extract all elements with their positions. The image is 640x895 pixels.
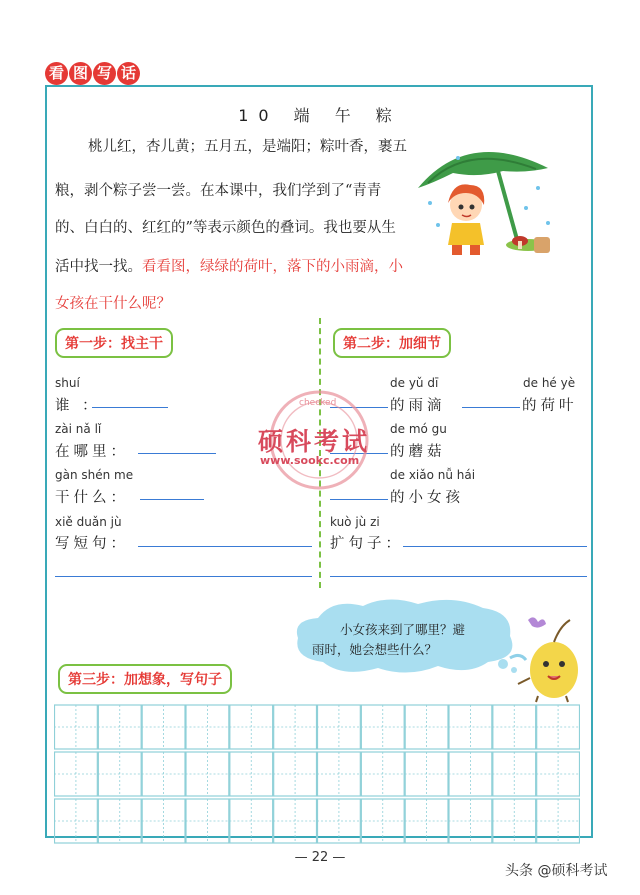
pinyin-short-sentence: xiě duǎn jù [55, 515, 122, 529]
blank-doing[interactable] [140, 499, 204, 500]
cloud-question-line-2: 雨时，她会想些什么？ [312, 642, 438, 657]
pinyin-expand-sentence: kuò jù zi [330, 515, 380, 529]
label-doing: 干什么： [55, 490, 129, 506]
blank-little-girl[interactable] [330, 499, 388, 500]
cloud-question-line-1: 小女孩来到了哪里？避 [340, 622, 466, 637]
badge-char: 图 [69, 62, 92, 85]
pinyin-doing: gàn shén me [55, 468, 134, 482]
pinyin-who: shuí [55, 376, 80, 390]
stamp-url: www.sookc.com [260, 454, 360, 467]
page-title: 10 端 午 粽 [238, 106, 402, 125]
blank-short-sentence-line-2[interactable] [55, 576, 312, 577]
blank-lotus-leaf[interactable] [462, 407, 520, 408]
page-number: — 22 — [294, 850, 346, 865]
section-badge [45, 62, 140, 85]
label-lotus-leaf: 的荷叶 [522, 398, 578, 414]
stamp-ring-text: checked [299, 398, 337, 408]
blank-who[interactable] [92, 407, 168, 408]
pinyin-where: zài nǎ lǐ [55, 422, 102, 436]
watermark-stamp [252, 388, 387, 493]
label-mushroom: 的蘑菇 [390, 444, 446, 460]
paragraph-line-4 [55, 252, 403, 282]
pinyin-lotus-leaf: de hé yè [523, 376, 576, 390]
paragraph-question: 看看图，绿绿的荷叶，落下的小雨滴，小 [142, 259, 403, 275]
label-short-sentence: 写短句： [55, 536, 129, 552]
label-who: 谁 ： [55, 398, 101, 414]
step-1-label: 第一步：找主干 [55, 328, 173, 358]
stamp-text: 硕科考试 [258, 427, 371, 456]
paragraph-line-5: 女孩在干什么呢？ [55, 296, 171, 312]
label-little-girl: 的小女孩 [390, 490, 464, 506]
lemon-mascot-illustration [508, 612, 588, 704]
paragraph-text: 活中找一找。 [55, 259, 142, 275]
blank-expand-sentence-line-2[interactable] [330, 576, 587, 577]
step-3-label: 第三步：加想象，写句子 [58, 664, 232, 694]
pinyin-little-girl: de xiǎo nǚ hái [390, 468, 476, 482]
paragraph-line-3: 的、白白的、红红的”等表示颜色的叠词。我也要从生 [55, 220, 396, 236]
step-2-label: 第二步：加细节 [333, 328, 451, 358]
pinyin-mushroom: de mó gu [390, 422, 447, 436]
writing-grid[interactable] [54, 704, 580, 850]
badge-char: 话 [117, 62, 140, 85]
pinyin-raindrop: de yǔ dī [390, 376, 439, 390]
blank-short-sentence[interactable] [138, 546, 312, 547]
label-raindrop: 的雨滴 [390, 398, 446, 414]
paragraph-line-2: 粮，剥个粽子尝一尝。在本课中，我们学到了“青青 [55, 183, 382, 199]
blank-expand-sentence[interactable] [403, 546, 587, 547]
label-expand-sentence: 扩句子： [330, 536, 404, 552]
badge-char: 写 [93, 62, 116, 85]
blank-where[interactable] [138, 453, 216, 454]
badge-char: 看 [45, 62, 68, 85]
footer-source: 头条 @硕科考试 [505, 863, 608, 879]
label-where: 在哪里： [55, 444, 129, 460]
girl-under-lotus-leaf-illustration [408, 133, 558, 261]
paragraph-line-1: 桃儿红，杏儿黄；五月五，是端阳；粽叶香，裹五 [88, 139, 407, 155]
